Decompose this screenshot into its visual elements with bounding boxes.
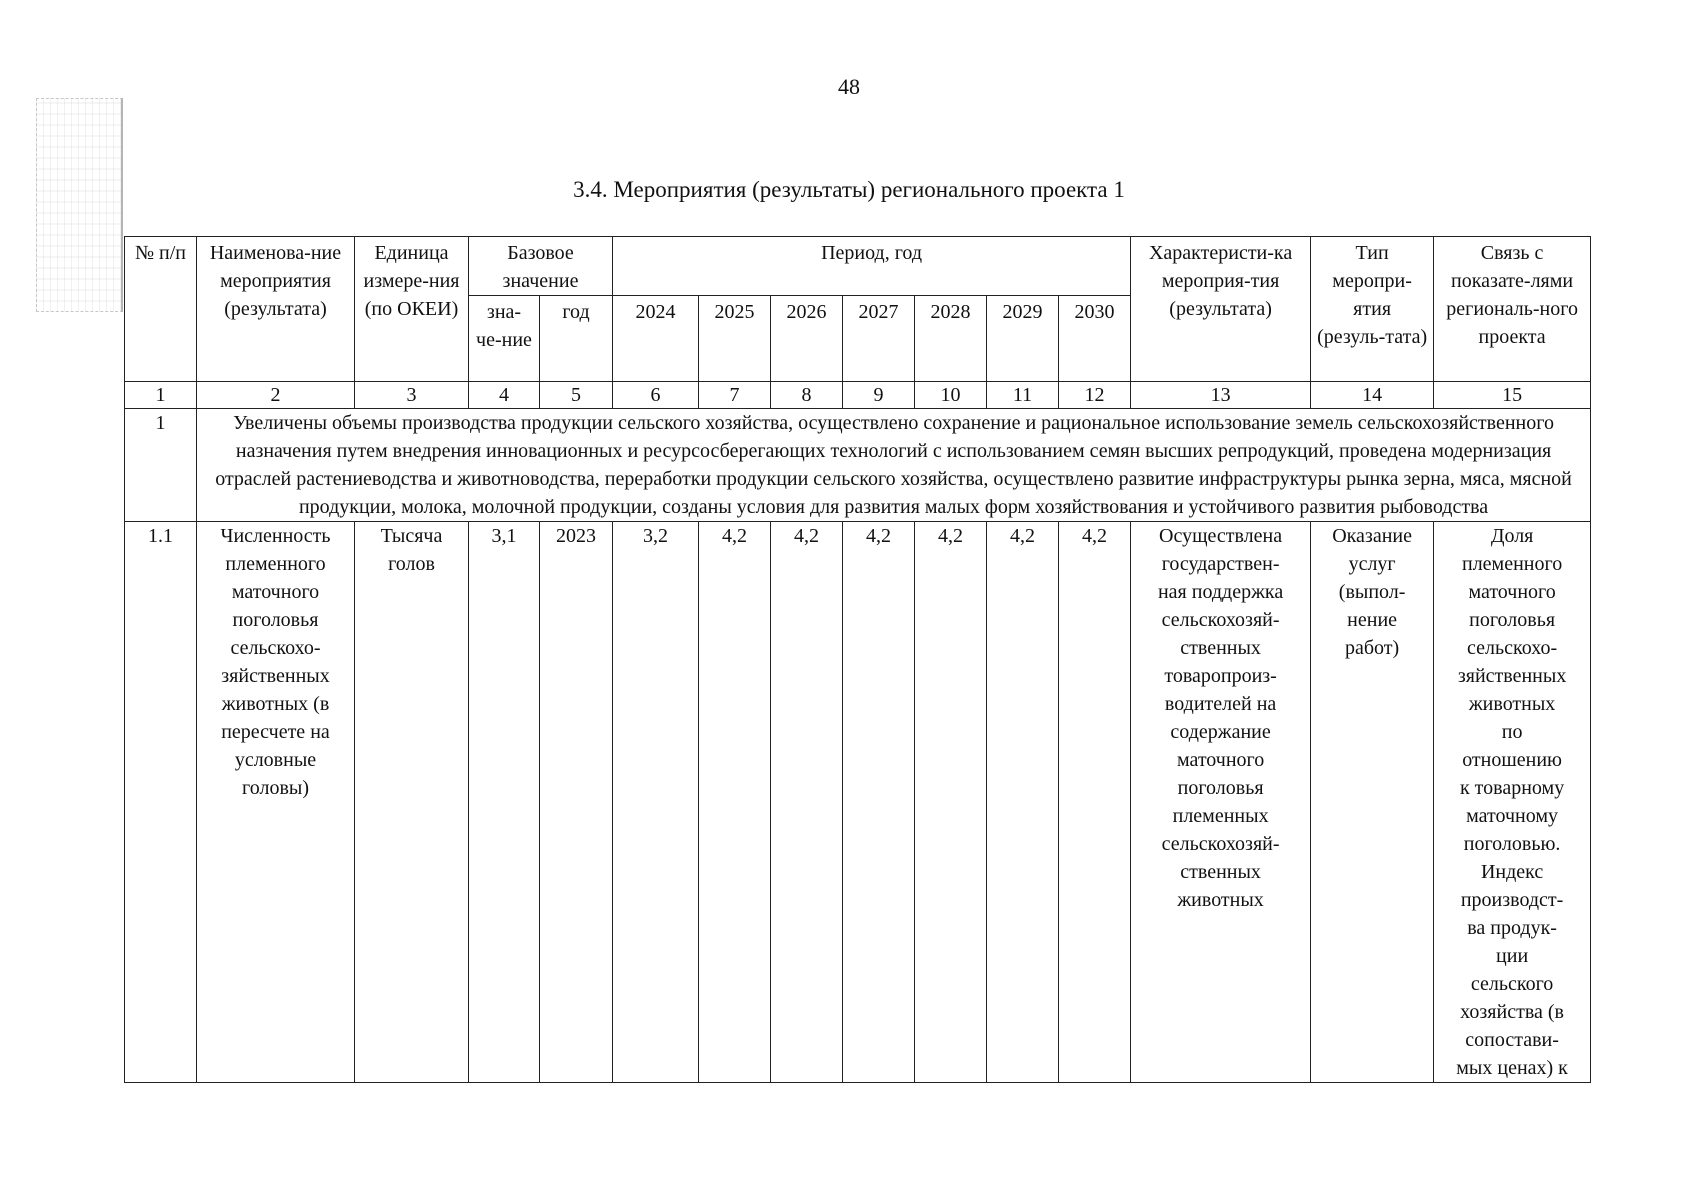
header-num: № п/п <box>125 237 197 382</box>
column-number: 7 <box>699 382 771 409</box>
header-year: 2025 <box>699 296 771 382</box>
column-number: 8 <box>771 382 843 409</box>
year-value: 4,2 <box>771 522 843 1083</box>
header-year: 2024 <box>613 296 699 382</box>
column-number: 5 <box>540 382 613 409</box>
header-year: 2029 <box>987 296 1059 382</box>
page-number: 48 <box>838 74 860 99</box>
project-indicator-link: Доля племенного маточного поголовья сельскохо- зяйственных животных по отношению к товарному маточному поголовью. Индекс производст- ва продук- ции сельского хозяйства (в сопостави- мых ценах) к <box>1434 522 1591 1083</box>
header-base-year: год <box>540 296 613 382</box>
header-unit: Единица измере-ния (по ОКЕИ) <box>355 237 469 382</box>
column-number: 12 <box>1059 382 1131 409</box>
section-number: 1 <box>125 409 197 522</box>
column-number: 4 <box>469 382 540 409</box>
column-number: 9 <box>843 382 915 409</box>
header-period: Период, год <box>613 237 1131 296</box>
column-number: 13 <box>1131 382 1311 409</box>
year-value: 4,2 <box>915 522 987 1083</box>
header-row-1 <box>125 237 1591 296</box>
measure-name: Численность племенного маточного поголовья сельскохо- зяйственных животных (в пересчете на условные головы) <box>197 522 355 1083</box>
header-year: 2027 <box>843 296 915 382</box>
column-number: 14 <box>1311 382 1434 409</box>
header-year: 2026 <box>771 296 843 382</box>
registration-stamp <box>36 98 123 312</box>
column-number: 15 <box>1434 382 1591 409</box>
base-year: 2023 <box>540 522 613 1083</box>
section-description: Увеличены объемы производства продукции сельского хозяйства, осуществлено сохранение и рациональное использование земель сельскохозяйственного назначения путем внедрения инновационных и ресурсосберегающих технологий с использованием семян высших репродукций, проведена модернизация отраслей растениеводства и животноводства, переработки продукции сельского хозяйства, осуществлено развитие инфраструктуры рынка зерна, мяса, мясной продукции, молока, молочной продукции, созданы условия для развития малых форм хозяйствования и устойчивого развития рыбоводства <box>197 409 1591 522</box>
year-value: 4,2 <box>699 522 771 1083</box>
year-value: 4,2 <box>1059 522 1131 1083</box>
header-characteristic: Характеристи-ка мероприя-тия (результата) <box>1131 237 1311 382</box>
year-value: 4,2 <box>987 522 1059 1083</box>
header-year: 2030 <box>1059 296 1131 382</box>
year-value: 4,2 <box>843 522 915 1083</box>
column-numbers-row <box>125 382 1591 409</box>
measure-characteristic: Осуществлена государствен- ная поддержка сельскохозяй- ственных товаропроиз- водителей на содержание маточного поголовья племенных сельскохозяй- ственных животных <box>1131 522 1311 1083</box>
column-number: 11 <box>987 382 1059 409</box>
year-value: 3,2 <box>613 522 699 1083</box>
header-base: Базовое значение <box>469 237 613 296</box>
base-value: 3,1 <box>469 522 540 1083</box>
header-name: Наименова-ние мероприятия (результата) <box>197 237 355 382</box>
measure-unit: Тысяча голов <box>355 522 469 1083</box>
column-number: 3 <box>355 382 469 409</box>
page-title: 3.4. Мероприятия (результаты) регионального проекта 1 <box>573 177 1125 202</box>
column-number: 6 <box>613 382 699 409</box>
row-number: 1.1 <box>125 522 197 1083</box>
column-number: 10 <box>915 382 987 409</box>
column-number: 1 <box>125 382 197 409</box>
measures-table <box>124 236 1591 1083</box>
header-type: Тип меропри-ятия (резуль-тата) <box>1311 237 1434 382</box>
header-year: 2028 <box>915 296 987 382</box>
column-number: 2 <box>197 382 355 409</box>
header-base-value: зна-че-ние <box>469 296 540 382</box>
section-row <box>125 409 1591 522</box>
header-link: Связь с показате-лями региональ-ного проекта <box>1434 237 1591 382</box>
table-row <box>125 522 1591 1083</box>
measure-type: Оказание услуг (выпол- нение работ) <box>1311 522 1434 1083</box>
